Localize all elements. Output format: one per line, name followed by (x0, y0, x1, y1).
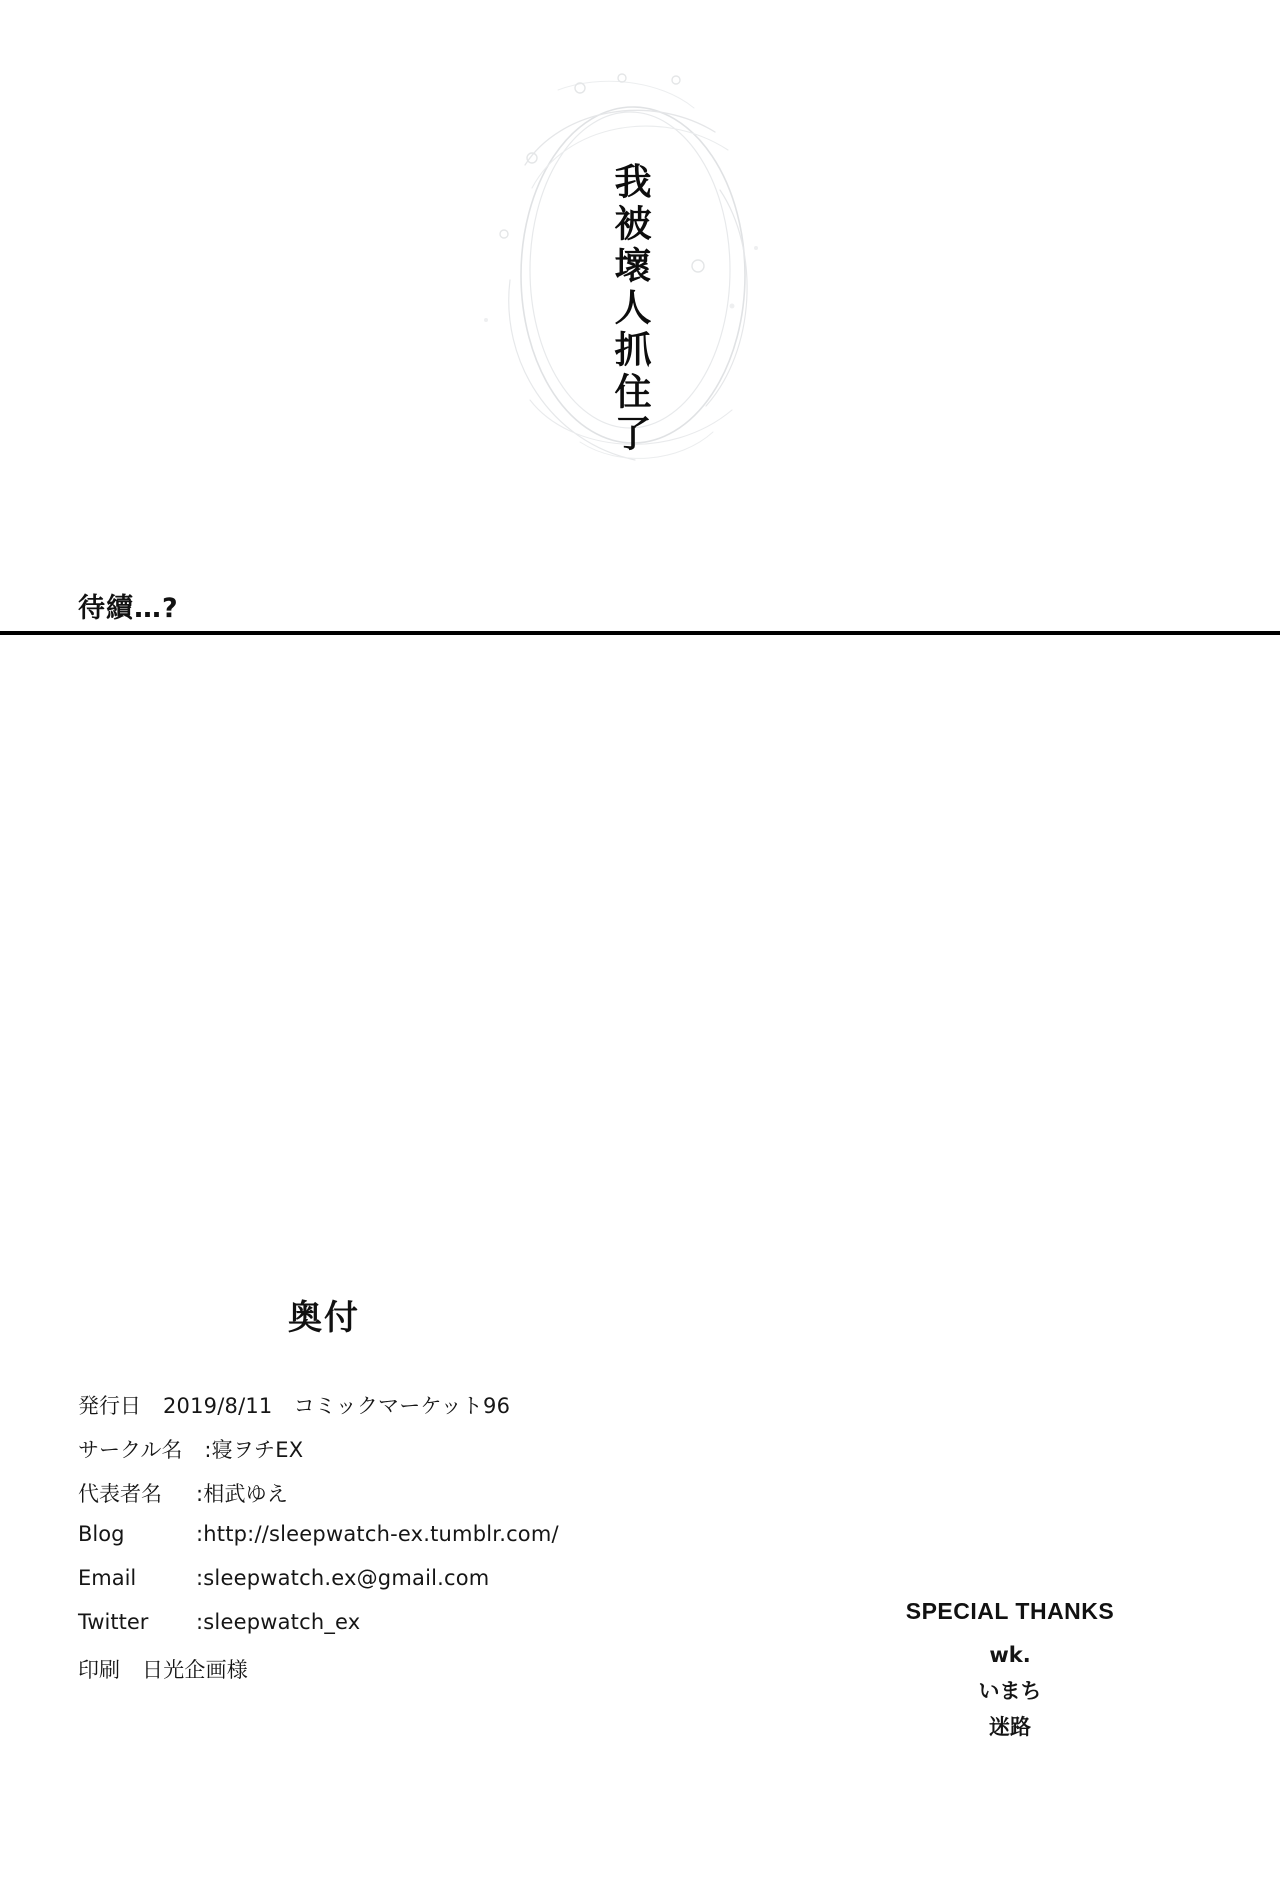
colophon-label: Blog (78, 1522, 125, 1546)
special-thanks-name: 迷路 (989, 1714, 1031, 1739)
colophon-label: サークル名 (78, 1438, 183, 1462)
special-thanks-block (880, 1598, 1140, 1739)
colophon-label: 印刷 (78, 1658, 120, 1682)
comic-panel (0, 0, 1280, 637)
colophon-row-representative (78, 1478, 838, 1522)
colophon-row-printer (78, 1654, 838, 1698)
colophon-label: Twitter (78, 1610, 149, 1634)
panel-divider (0, 631, 1280, 635)
colophon-value-blog-url[interactable]: :http://sleepwatch-ex.tumblr.com/ (196, 1522, 559, 1546)
colophon-row-email[interactable] (78, 1566, 838, 1610)
to-be-continued-text: 待續…? (78, 593, 179, 624)
colophon-value-email[interactable]: :sleepwatch.ex@gmail.com (196, 1566, 490, 1590)
colophon-row-circle-name (78, 1434, 838, 1478)
colophon-value: 日光企画様 (142, 1658, 248, 1682)
colophon-value: 2019/8/11 コミックマーケット96 (163, 1394, 511, 1418)
special-thanks-name: wk. (989, 1643, 1031, 1667)
colophon-value-twitter[interactable]: :sleepwatch_ex (196, 1610, 361, 1634)
panel-vertical-title: 我被壞人抓住了 (608, 162, 651, 456)
colophon-row-twitter[interactable] (78, 1610, 838, 1654)
colophon-label: 発行日 (78, 1394, 141, 1418)
colophon-label: Email (78, 1566, 137, 1590)
colophon-rows (78, 1390, 838, 1698)
colophon-row-publish-date (78, 1390, 838, 1434)
colophon-heading: 奥付 (288, 1298, 360, 1338)
colophon-value: :相武ゆえ (196, 1482, 289, 1506)
special-thanks-title: SPECIAL THANKS (905, 1598, 1115, 1624)
special-thanks-name: いまち (978, 1678, 1042, 1703)
colophon-label: 代表者名 (78, 1482, 162, 1506)
colophon-value: :寝ヲチEX (204, 1438, 304, 1462)
colophon-row-blog[interactable] (78, 1522, 838, 1566)
